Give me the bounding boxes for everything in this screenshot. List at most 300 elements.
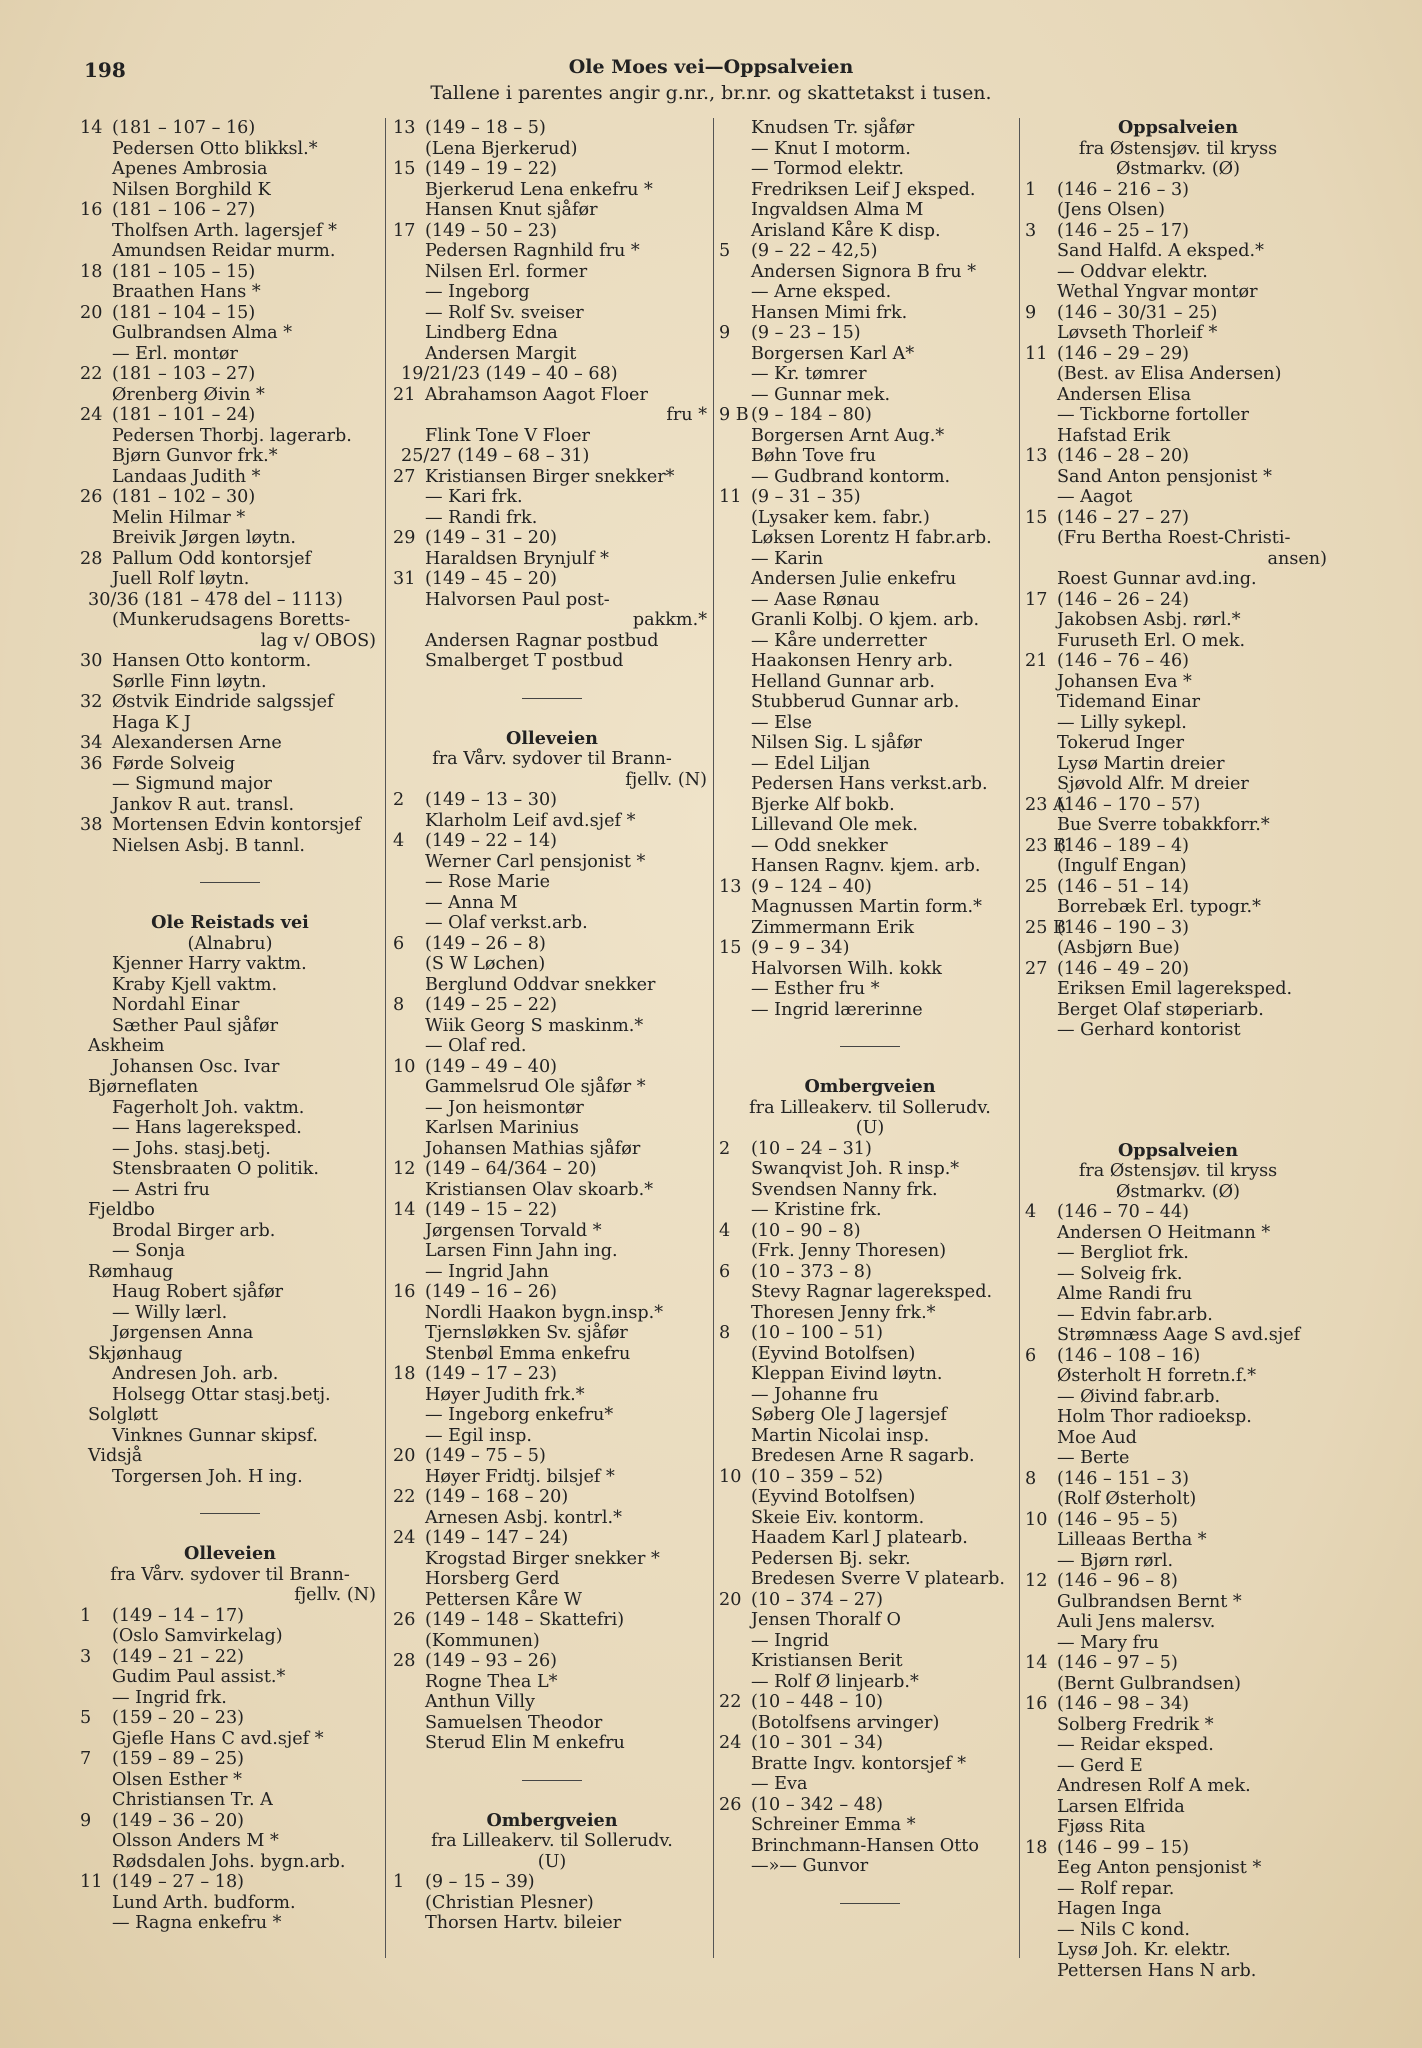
resident-line: Samuelsen Theodor <box>425 1712 603 1733</box>
house-number: 11 <box>719 487 742 507</box>
resident-line: Thoresen Jenny frk.* <box>751 1302 936 1323</box>
entry-text: (149 – 148 – Skattefri) <box>425 1610 625 1630</box>
resident-line: Haadem Karl J platearb. <box>751 1528 968 1548</box>
address-entry <box>719 1467 1021 1488</box>
resident-line: — Ingrid <box>751 1630 830 1651</box>
resident-line: Bredesen Arne R sagarb. <box>751 1446 975 1466</box>
resident-line: Fagerholt Joh. vaktm. <box>112 1097 305 1118</box>
resident-line: — Mary fru <box>1057 1632 1159 1653</box>
address-entry <box>80 1708 380 1729</box>
entry-text: (146 – 76 – 46) <box>1057 651 1190 671</box>
resident-line: Pettersen Kåre W <box>425 1589 582 1610</box>
address-entry <box>1025 795 1331 816</box>
house-number: 17 <box>1025 589 1048 610</box>
entry-text: (146 – 95 – 5) <box>1057 1509 1178 1530</box>
resident-line: — Rolf Ø linjearb.* <box>751 1671 919 1692</box>
house-number: 2 <box>719 1138 731 1159</box>
street-description: (U) <box>855 1118 885 1138</box>
resident-line: Swanqvist Joh. R insp.* <box>751 1159 960 1179</box>
street-heading: Olleveien <box>184 1543 276 1564</box>
entry-text: (10 – 90 – 8) <box>751 1220 861 1241</box>
continuation-line: pakkm.* <box>632 610 707 630</box>
resident-line: Sørlle Finn løytn. <box>112 671 267 692</box>
house-number: 4 <box>393 831 405 851</box>
resident-line: Bjerkerud Lena enkefru * <box>425 179 653 200</box>
resident-line: — Else <box>751 712 813 733</box>
resident-line: (Best. av Elisa Andersen) <box>1057 364 1282 384</box>
entry-text: (149 – 75 – 5) <box>425 1446 546 1466</box>
resident-line: Furuseth Erl. O mek. <box>1057 630 1246 651</box>
resident-line: — Ingrid lærerinne <box>751 999 923 1020</box>
address-entry <box>80 1872 380 1893</box>
entry-text: (146 – 190 – 3) <box>1057 917 1190 938</box>
resident-line: — Rolf repar. <box>1057 1878 1175 1899</box>
resident-line: — Willy lærl. <box>112 1302 228 1323</box>
entry-text: (146 – 170 – 57) <box>1057 794 1201 815</box>
address-entry <box>393 934 711 955</box>
address-entry <box>719 1733 1021 1754</box>
street-heading: Olleveien <box>506 727 598 749</box>
resident-line: Tholfsen Arth. lagersjef * <box>112 220 337 241</box>
resident-line: Larsen Finn Jahn ing. <box>425 1241 618 1261</box>
resident-line: — Kari frk. <box>425 487 523 507</box>
house-number: 23 B <box>1025 835 1066 856</box>
resident-line: — Tormod elektr. <box>751 159 904 179</box>
resident-line: (Lena Bjerkerud) <box>425 138 578 159</box>
address-entry <box>393 1159 711 1180</box>
address-entry <box>393 1282 711 1303</box>
resident-line: Fjøss Rita <box>1057 1817 1146 1837</box>
entry-text: Førde Solveig <box>112 753 236 774</box>
resident-line: Borgersen Karl A* <box>751 343 915 364</box>
house-number: 1 <box>1025 179 1037 200</box>
resident-line: Wiik Georg S maskinm.* <box>425 1015 644 1036</box>
house-number: 28 <box>393 1651 416 1671</box>
house-number: 31 <box>393 569 416 589</box>
address-entry <box>393 790 711 811</box>
resident-line: Haakonsen Henry arb. <box>751 651 954 671</box>
house-number: 24 <box>80 405 103 425</box>
resident-line: Gjefle Hans C avd.sjef * <box>112 1728 324 1749</box>
resident-line: Pedersen Thorbj. lagerarb. <box>112 425 352 446</box>
plain-line: Vidsjå <box>88 1446 143 1466</box>
entry-text: (149 – 25 – 22) <box>425 995 558 1015</box>
address-entry <box>719 938 1021 959</box>
resident-line: Stensbraaten O politik. <box>112 1159 320 1179</box>
entry-text: (159 – 20 – 23) <box>112 1708 245 1728</box>
house-number: 32 <box>80 692 103 712</box>
house-number: 15 <box>393 159 416 179</box>
entry-text: (149 – 16 – 26) <box>425 1282 558 1302</box>
entry-text: (146 – 51 – 14) <box>1057 876 1190 897</box>
resident-line: Martin Nicolai insp. <box>751 1425 930 1446</box>
resident-line: Schreiner Emma * <box>751 1815 916 1835</box>
house-number: 21 <box>1025 651 1048 671</box>
resident-line: Holm Thor radioeksp. <box>1057 1407 1252 1427</box>
house-number: 26 <box>393 1610 416 1630</box>
continuation-line: fru * <box>666 405 707 425</box>
resident-line: Wethal Yngvar montør <box>1057 282 1258 302</box>
entry-text: (9 – 184 – 80) <box>751 405 872 425</box>
address-entry <box>393 1610 711 1631</box>
resident-line: Melin Hilmar * <box>112 507 246 528</box>
resident-line: Ørenberg Øivin * <box>112 384 265 405</box>
entry-text: (10 – 301 – 34) <box>751 1733 884 1753</box>
address-entry <box>719 323 1021 344</box>
resident-line: Stubberud Gunnar arb. <box>751 692 960 712</box>
resident-line: Lysø Joh. Kr. elektr. <box>1057 1940 1231 1960</box>
resident-line: Andersen Signora B fru * <box>751 261 977 282</box>
column-3 <box>719 118 1021 1934</box>
address-entry <box>393 1057 711 1078</box>
resident-line: (Ingulf Engan) <box>1057 856 1187 876</box>
resident-line: Andersen O Heitmann * <box>1057 1222 1271 1243</box>
entry-text: (146 – 27 – 27) <box>1057 507 1190 528</box>
house-number: 9 <box>80 1810 92 1831</box>
address-entry <box>80 200 380 221</box>
section-separator <box>840 1903 900 1904</box>
resident-line: Johansen Osc. Ivar <box>112 1056 280 1077</box>
resident-line: Anthun Villy <box>425 1692 535 1712</box>
resident-line: Karlsen Marinius <box>425 1118 579 1138</box>
address-entry <box>1025 877 1331 898</box>
house-number: 11 <box>1025 343 1048 364</box>
entry-text: (146 – 28 – 20) <box>1057 446 1190 466</box>
address-entry <box>393 467 711 488</box>
address-entry <box>1025 959 1331 980</box>
entry-text: (149 – 13 – 30) <box>425 790 558 810</box>
house-number: 4 <box>1025 1202 1037 1222</box>
resident-line: Johansen Mathias sjåfør <box>425 1138 641 1159</box>
house-number: 23 A <box>1025 794 1066 815</box>
resident-line: Eeg Anton pensjonist * <box>1057 1858 1262 1878</box>
address-entry <box>80 815 380 836</box>
address-entry <box>719 1795 1021 1816</box>
resident-line: Vinknes Gunnar skipsf. <box>112 1425 319 1446</box>
resident-line: Haraldsen Brynjulf * <box>425 548 609 569</box>
resident-line: — Ingrid Jahn <box>425 1261 549 1282</box>
house-number: 28 <box>80 548 103 569</box>
house-number: 15 <box>719 938 742 958</box>
street-description: (U) <box>537 1851 567 1872</box>
resident-line: Jørgensen Anna <box>112 1323 254 1343</box>
section-separator <box>522 698 582 699</box>
resident-line: (Botolfsens arvinger) <box>751 1712 940 1733</box>
resident-line: Bratte Ingv. kontorsjef * <box>751 1753 967 1774</box>
resident-line: (Kommunen) <box>425 1630 540 1651</box>
resident-line: (S W Løchen) <box>425 954 546 974</box>
resident-line: Bue Sverre tobakkforr.* <box>1057 815 1270 835</box>
resident-line: Strømnæss Aage S avd.sjef <box>1057 1325 1301 1345</box>
resident-line: (Christian Plesner) <box>425 1892 594 1913</box>
resident-line: Bjørn Gunvor frk.* <box>112 446 278 466</box>
house-number: 38 <box>80 815 103 835</box>
entry-text: (146 – 97 – 5) <box>1057 1653 1178 1673</box>
house-number: 9 <box>719 323 731 343</box>
entry-text: (146 – 29 – 29) <box>1057 343 1190 364</box>
entry-text: (149 – 27 – 18) <box>112 1872 245 1892</box>
address-entry <box>80 262 380 283</box>
address-entry <box>719 877 1021 898</box>
house-number: 8 <box>719 1323 731 1343</box>
resident-line: — Arne eksped. <box>751 282 892 302</box>
address-entry <box>393 385 711 406</box>
street-heading: Oppsalveien <box>1117 117 1238 138</box>
house-number: 24 <box>719 1733 742 1753</box>
house-number: 25 <box>1025 876 1048 897</box>
plain-line: Askheim <box>88 1036 165 1056</box>
address-entry <box>1025 1202 1331 1223</box>
entry-text: (149 – 49 – 40) <box>425 1056 558 1077</box>
resident-line: Bjerke Alf bokb. <box>751 794 895 815</box>
resident-line: (Bernt Gulbrandsen) <box>1057 1673 1242 1694</box>
resident-line: —»— Gunvor <box>751 1856 869 1876</box>
resident-line: Lindberg Edna <box>425 323 558 343</box>
page-title: Ole Moes vei—Oppsalveien <box>568 56 854 78</box>
house-number: 36 <box>80 753 103 774</box>
house-number: 22 <box>393 1487 416 1507</box>
resident-line: Zimmermann Erik <box>751 917 915 938</box>
entry-text: (146 – 108 – 16) <box>1057 1345 1201 1366</box>
resident-line: Nilsen Erl. former <box>425 261 588 282</box>
resident-line: Kraby Kjell vaktm. <box>112 974 278 995</box>
resident-line: Kleppan Eivind løytn. <box>751 1364 943 1384</box>
resident-line: Larsen Elfrida <box>1057 1796 1185 1817</box>
resident-line: Nielsen Asbj. B tannl. <box>112 835 306 856</box>
resident-line: — Karin <box>751 548 824 569</box>
resident-line: — Eva <box>751 1774 808 1794</box>
resident-line: — Odd snekker <box>751 835 888 856</box>
street-heading: Ombergveien <box>804 1076 936 1097</box>
address-entry <box>80 1749 380 1770</box>
entry-text: (149 – 15 – 22) <box>425 1200 558 1220</box>
house-number: 4 <box>719 1220 731 1241</box>
resident-line: Holsegg Ottar stasj.betj. <box>112 1384 331 1405</box>
house-number: 9 B <box>719 405 749 425</box>
resident-line: Søberg Ole J lagersjef <box>751 1405 947 1425</box>
address-entry <box>719 487 1021 508</box>
address-entry <box>1025 1571 1331 1592</box>
resident-line: Helland Gunnar arb. <box>751 671 935 692</box>
house-number: 20 <box>719 1589 742 1610</box>
entry-text: (181 – 107 – 16) <box>112 118 256 138</box>
entry-text: (146 – 98 – 34) <box>1057 1694 1190 1714</box>
entry-text: (149 – 50 – 23) <box>425 220 558 241</box>
resident-line: Skeie Eiv. kontorm. <box>751 1507 925 1528</box>
resident-line: — Johanne fru <box>751 1384 879 1405</box>
address-entry <box>393 1651 711 1672</box>
house-number: 14 <box>80 118 103 138</box>
resident-line: Brodal Birger arb. <box>112 1220 276 1241</box>
house-number: 7 <box>80 1749 92 1769</box>
address-entry <box>393 221 711 242</box>
entry-text: (9 – 9 – 34) <box>751 938 850 958</box>
resident-line: Jensen Thoralf O <box>751 1610 901 1630</box>
house-number: 3 <box>1025 220 1037 241</box>
section-separator <box>840 1046 900 1047</box>
house-number: 26 <box>719 1794 742 1815</box>
resident-line: Landaas Judith * <box>112 466 261 487</box>
resident-line: — Lilly sykepl. <box>1057 712 1187 733</box>
resident-line: — Ingeborg enkefru* <box>425 1405 614 1425</box>
house-number: 14 <box>1025 1653 1048 1673</box>
entry-text: (146 – 151 – 3) <box>1057 1468 1190 1489</box>
column-divider <box>1019 118 1020 1958</box>
resident-line: Berglund Oddvar snekker <box>425 974 656 995</box>
house-number: 18 <box>80 261 103 282</box>
entry-text: (146 – 30/31 – 25) <box>1057 302 1218 323</box>
resident-line: — Rolf Sv. sveiser <box>425 302 584 323</box>
entry-text: (181 – 106 – 27) <box>112 200 256 220</box>
house-number: 30 <box>80 651 103 671</box>
resident-line: Berget Olaf støperiarb. <box>1057 999 1264 1020</box>
street-description: fra Østensjøv. til kryss <box>1078 1161 1278 1181</box>
resident-line: Kjenner Harry vaktm. <box>112 954 307 974</box>
street-description: fra Vårv. sydover til Brann- <box>432 749 672 769</box>
house-number: 26 <box>80 487 103 507</box>
resident-line: Gulbrandsen Bernt * <box>1057 1591 1242 1612</box>
resident-line: — Bergliot frk. <box>1057 1243 1189 1263</box>
entry-text: (9 – 124 – 40) <box>751 876 872 897</box>
resident-line: Braathen Hans * <box>112 282 261 302</box>
entry-text: (10 – 24 – 31) <box>751 1138 872 1159</box>
address-entry <box>1025 651 1331 672</box>
resident-line: Tidemand Einar <box>1057 692 1201 712</box>
page-subtitle: Tallene i parentes angir g.nr., br.nr. og skattetakst i tusen. <box>430 82 992 104</box>
entry-text: Pallum Odd kontorsjef <box>112 548 312 569</box>
resident-line: Juell Rolf løytn. <box>112 569 250 589</box>
street-description: fra Lilleakerv. til Sollerudv. <box>749 1097 991 1118</box>
entry-text: (149 – 26 – 8) <box>425 933 546 954</box>
resident-line: Kristiansen Berit <box>751 1651 903 1671</box>
resident-line: Gulbrandsen Alma * <box>112 323 293 343</box>
resident-line: (Munkerudsagens Boretts- <box>112 610 351 630</box>
address-entry <box>719 1692 1021 1713</box>
address-entry <box>719 1262 1021 1283</box>
entry-text: (10 – 374 – 27) <box>751 1589 884 1610</box>
address-entry <box>1025 1510 1331 1531</box>
house-number: 17 <box>393 220 416 241</box>
entry-text: Hansen Otto kontorm. <box>112 651 312 671</box>
plain-line: Bjørneflaten <box>88 1077 199 1097</box>
resident-line: Christiansen Tr. A <box>112 1790 273 1810</box>
resident-line: Haug Robert sjåfør <box>112 1282 284 1302</box>
resident-line: (Frk. Jenny Thoresen) <box>751 1241 947 1261</box>
street-heading: Ole Reistads vei <box>151 912 309 933</box>
address-entry <box>393 528 711 549</box>
column-divider <box>713 118 714 1958</box>
resident-line: — Tickborne fortoller <box>1057 405 1249 425</box>
house-number: 20 <box>80 302 103 323</box>
address-entry <box>80 487 380 508</box>
resident-line: Magnussen Martin form.* <box>751 897 982 917</box>
street-heading: Ombergveien <box>486 1809 618 1831</box>
house-number: 8 <box>1025 1468 1037 1489</box>
resident-line: Stevy Ragnar lagereksped. <box>751 1282 993 1302</box>
resident-line: Andersen Ragnar postbud <box>425 630 659 651</box>
entry-text: (181 – 103 – 27) <box>112 364 256 384</box>
resident-line: — Jon heismontør <box>425 1097 584 1118</box>
entry-text: (159 – 89 – 25) <box>112 1749 245 1769</box>
entry-text: (146 – 216 – 3) <box>1057 179 1190 200</box>
resident-line: Andersen Julie enkefru <box>751 569 957 589</box>
resident-line: Nilsen Sig. L sjåfør <box>751 733 922 753</box>
house-number: 22 <box>80 364 103 384</box>
entry-text: Abrahamson Aagot Floer <box>425 384 648 405</box>
address-entry <box>80 692 380 713</box>
resident-line: Auli Jens malersv. <box>1057 1612 1216 1632</box>
entry-text: (149 – 168 – 20) <box>425 1487 569 1507</box>
entry-text: (149 – 93 – 26) <box>425 1651 558 1671</box>
address-entry <box>1025 508 1331 529</box>
resident-line: Pettersen Hans N arb. <box>1057 1960 1257 1981</box>
address-entry <box>1025 303 1331 324</box>
section-gap <box>1025 1041 1331 1141</box>
resident-line: Jakobsen Asbj. rørl.* <box>1057 610 1241 630</box>
resident-line: Borgersen Arnt Aug.* <box>751 425 945 446</box>
house-number: 3 <box>80 1646 92 1667</box>
resident-line: — Solveig frk. <box>1057 1263 1183 1284</box>
plain-line: 25/27 (149 – 68 – 31) <box>401 446 590 466</box>
resident-line: Nordli Haakon bygn.insp.* <box>425 1302 664 1323</box>
resident-line: Svendsen Nanny frk. <box>751 1179 938 1200</box>
house-number: 34 <box>80 733 103 753</box>
entry-text: (181 – 102 – 30) <box>112 487 256 507</box>
resident-line: — Ingeborg <box>425 282 530 302</box>
resident-line: Sterud Elin M enkefru <box>425 1733 625 1753</box>
resident-line: Bredesen Sverre V platearb. <box>751 1569 1005 1589</box>
resident-line: Klarholm Leif avd.sjef * <box>425 810 636 831</box>
plain-line: Skjønhaug <box>88 1343 183 1364</box>
entry-text: (146 – 70 – 44) <box>1057 1202 1190 1222</box>
resident-line: Løvseth Thorleif * <box>1057 323 1218 343</box>
entry-text: (149 – 147 – 24) <box>425 1528 569 1548</box>
resident-line: (Fru Bertha Roest-Christi- <box>1057 528 1291 548</box>
plain-line: Fjeldbo <box>88 1200 155 1220</box>
resident-line: Hafstad Erik <box>1057 425 1171 446</box>
plain-line: 30/36 (181 – 478 del – 1113) <box>88 589 343 610</box>
resident-line: Haga K J <box>112 712 191 733</box>
resident-line: Jørgensen Torvald * <box>425 1220 602 1241</box>
entry-text: (10 – 448 – 10) <box>751 1692 884 1712</box>
address-entry <box>1025 446 1331 467</box>
resident-line: Nordahl Einar <box>112 995 240 1015</box>
address-entry <box>80 118 380 139</box>
plain-line: 19/21/23 (149 – 40 – 68) <box>401 364 618 384</box>
house-number: 13 <box>1025 446 1048 466</box>
address-entry <box>719 1590 1021 1611</box>
resident-line: Krogstad Birger snekker * <box>425 1548 660 1569</box>
resident-line: (Jens Olsen) <box>1057 200 1165 220</box>
entry-text: (149 – 31 – 20) <box>425 528 558 548</box>
resident-line: Stenbøl Emma enkefru <box>425 1343 631 1364</box>
resident-line: Olsson Anders M * <box>112 1831 279 1851</box>
entry-text: (149 – 18 – 5) <box>425 118 546 138</box>
house-number: 18 <box>1025 1837 1048 1858</box>
resident-line: Hagen Inga <box>1057 1899 1162 1919</box>
resident-line: — Edel Liljan <box>751 753 871 774</box>
entry-text: (146 – 25 – 17) <box>1057 220 1190 241</box>
address-entry <box>1025 836 1331 857</box>
house-number: 6 <box>393 933 405 954</box>
continuation-line: fjellv. (N) <box>625 769 707 790</box>
resident-line: (Lysaker kem. fabr.) <box>751 507 930 528</box>
address-entry <box>1025 344 1331 365</box>
resident-line: — Kr. tømrer <box>751 364 867 384</box>
resident-line: Sæther Paul sjåfør <box>112 1015 278 1036</box>
resident-line: Ingvaldsen Alma M <box>751 200 924 220</box>
continuation-line: ansen) <box>1267 548 1327 569</box>
